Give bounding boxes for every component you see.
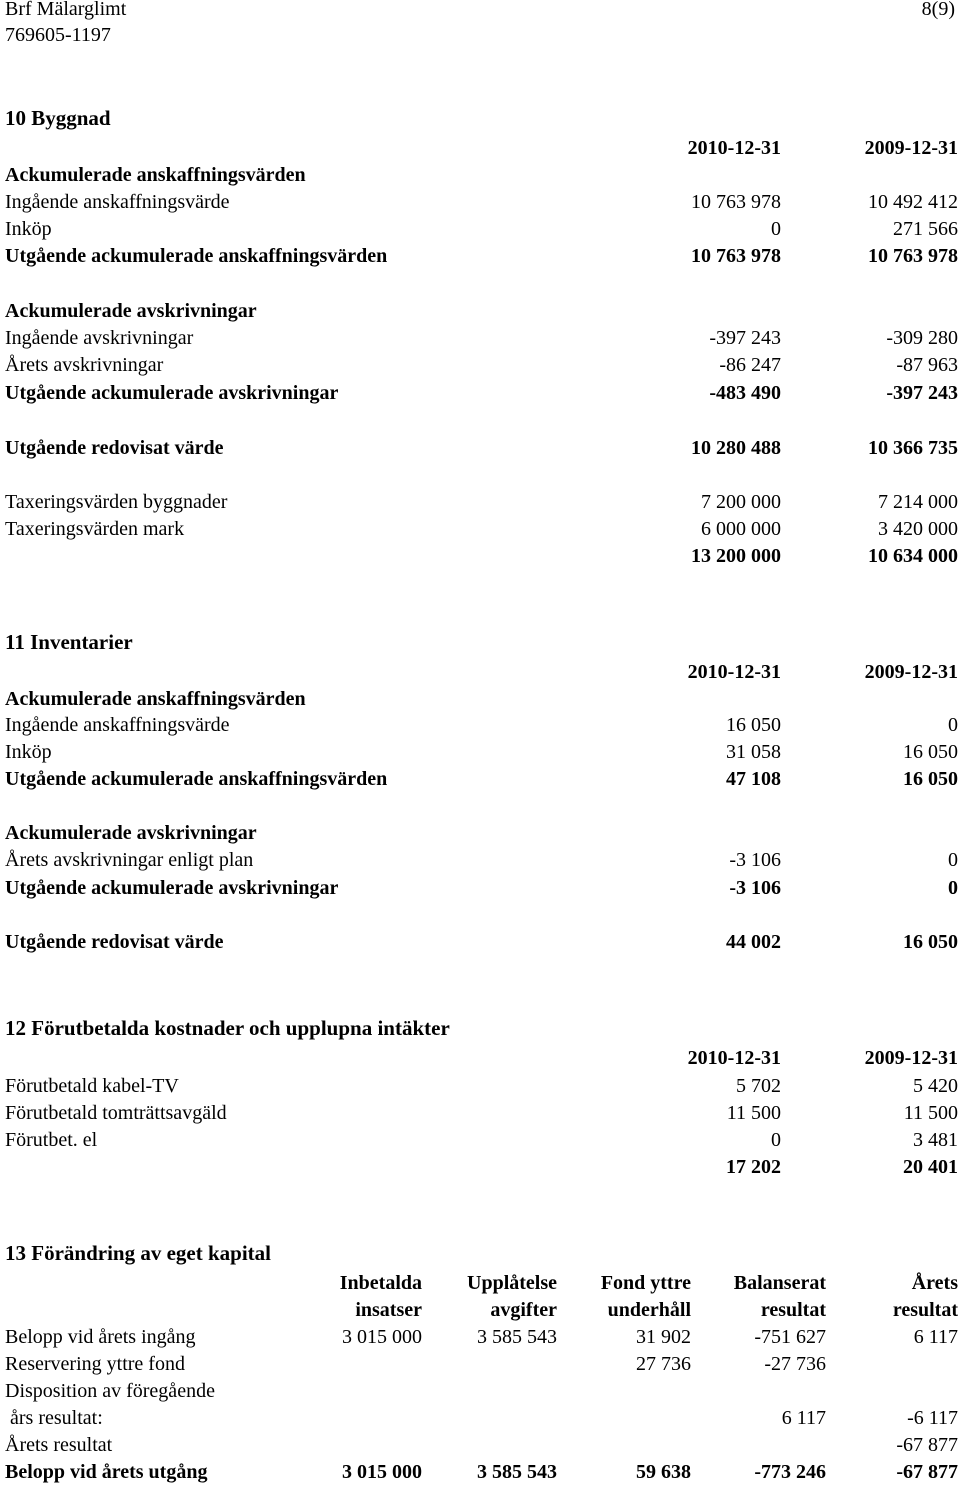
value-2010: -3 106	[729, 849, 781, 871]
table-row	[5, 712, 960, 738]
value-2010: 13 200 000	[691, 545, 781, 567]
row-label: Utgående ackumulerade avskrivningar	[5, 382, 339, 404]
equity-value: 3 585 543	[477, 1461, 557, 1483]
equity-col-header: resultat	[892, 1299, 958, 1321]
value-2009: 7 214 000	[878, 491, 958, 513]
table-row	[5, 243, 960, 269]
table-row	[5, 435, 960, 461]
equity-value: -773 246	[754, 1461, 826, 1483]
equity-value: 3 585 543	[477, 1326, 557, 1348]
table-row	[5, 1127, 960, 1153]
value-2009: 5 420	[913, 1075, 958, 1097]
equity-header-row	[5, 1297, 960, 1323]
equity-value: -27 736	[764, 1353, 826, 1375]
row-label: Belopp vid årets ingång	[5, 1326, 196, 1348]
equity-row	[5, 1405, 960, 1431]
row-label: Belopp vid årets utgång	[5, 1461, 208, 1483]
col-2009: 2009-12-31	[864, 661, 958, 683]
equity-value: 59 638	[636, 1461, 691, 1483]
table-row	[5, 847, 960, 873]
table-row	[5, 352, 960, 378]
row-label: Ingående avskrivningar	[5, 327, 194, 349]
table-row	[5, 686, 960, 712]
value-2009: 3 420 000	[878, 518, 958, 540]
org-number: 769605-1197	[5, 24, 111, 46]
table-row	[5, 298, 960, 324]
table-row	[5, 325, 960, 351]
row-label: Ingående anskaffningsvärde	[5, 191, 230, 213]
row-label: Utgående ackumulerade avskrivningar	[5, 877, 339, 899]
row-label: Utgående redovisat värde	[5, 437, 224, 459]
value-2010: 10 763 978	[691, 191, 781, 213]
table-row	[5, 739, 960, 765]
equity-row	[5, 1432, 960, 1458]
table-row	[5, 1154, 960, 1180]
equity-col-header: Balanserat	[733, 1272, 826, 1294]
value-2010: 5 702	[736, 1075, 781, 1097]
value-2010: 0	[771, 1129, 781, 1151]
value-2010: 44 002	[726, 931, 781, 953]
row-label: års resultat:	[5, 1407, 103, 1429]
row-label: Utgående redovisat värde	[5, 931, 224, 953]
col-2009: 2009-12-31	[864, 1047, 958, 1069]
table-row	[5, 1100, 960, 1126]
row-label: Taxeringsvärden byggnader	[5, 491, 228, 513]
value-2010: -3 106	[729, 877, 781, 899]
value-2009: 0	[948, 877, 958, 899]
equity-value: 6 117	[913, 1326, 958, 1348]
table-row	[5, 1073, 960, 1099]
page-number: 8(9)	[921, 0, 955, 20]
table-row	[5, 543, 960, 569]
value-2010: 0	[771, 218, 781, 240]
value-2010: 31 058	[726, 741, 781, 763]
table-row	[5, 766, 960, 792]
value-2009: 16 050	[903, 931, 958, 953]
equity-row	[5, 1324, 960, 1350]
row-label: Årets avskrivningar	[5, 354, 164, 376]
row-label: Inköp	[5, 741, 52, 763]
table-row	[5, 820, 960, 846]
equity-row	[5, 1378, 960, 1404]
value-2010: -483 490	[709, 382, 781, 404]
note-10-title: 10 Byggnad	[5, 106, 111, 130]
value-2010: -86 247	[719, 354, 781, 376]
equity-row	[5, 1351, 960, 1377]
value-2009: 0	[948, 714, 958, 736]
equity-value: -751 627	[754, 1326, 826, 1348]
value-2010: 6 000 000	[701, 518, 781, 540]
value-2010: 16 050	[726, 714, 781, 736]
row-label: Förutbetald kabel-TV	[5, 1075, 179, 1097]
value-2010: 47 108	[726, 768, 781, 790]
table-row	[5, 516, 960, 542]
note-13-title: 13 Förändring av eget kapital	[5, 1241, 271, 1265]
value-2009: 10 634 000	[868, 545, 958, 567]
row-label: Utgående ackumulerade anskaffningsvärden	[5, 245, 388, 267]
value-2009: -309 280	[886, 327, 958, 349]
table-row	[5, 489, 960, 515]
equity-col-header: Fond yttre	[600, 1272, 691, 1294]
value-2009: 16 050	[903, 768, 958, 790]
row-label: Utgående ackumulerade anskaffningsvärden	[5, 768, 388, 790]
value-2010: 10 763 978	[691, 245, 781, 267]
table-row	[5, 162, 960, 188]
value-2009: 271 566	[893, 218, 958, 240]
equity-col-header: resultat	[760, 1299, 826, 1321]
col-2010: 2010-12-31	[687, 661, 781, 683]
row-label: Disposition av föregående	[5, 1380, 215, 1402]
value-2009: 10 763 978	[868, 245, 958, 267]
note-11-title: 11 Inventarier	[5, 630, 133, 654]
note-11-col-headers	[5, 659, 960, 685]
equity-value: -6 117	[907, 1407, 958, 1429]
row-label: Inköp	[5, 218, 52, 240]
row-label: Ackumulerade avskrivningar	[5, 300, 257, 322]
note-12-col-headers	[5, 1045, 960, 1071]
row-label: Ackumulerade anskaffningsvärden	[5, 688, 306, 710]
value-2009: 20 401	[903, 1156, 958, 1178]
row-label: Förutbetald tomträttsavgäld	[5, 1102, 227, 1124]
value-2009: -397 243	[886, 382, 958, 404]
equity-value: 3 015 000	[342, 1326, 422, 1348]
table-row	[5, 380, 960, 406]
value-2009: 16 050	[903, 741, 958, 763]
equity-value: 27 736	[636, 1353, 691, 1375]
row-label: Reservering yttre fond	[5, 1353, 185, 1375]
equity-col-header: avgifter	[490, 1299, 557, 1321]
value-2010: 10 280 488	[691, 437, 781, 459]
table-row	[5, 189, 960, 215]
equity-col-header: underhåll	[607, 1299, 691, 1321]
value-2009: -87 963	[896, 354, 958, 376]
equity-value: 3 015 000	[342, 1461, 422, 1483]
company-name: Brf Mälarglimt	[5, 0, 127, 20]
equity-col-header: Årets	[911, 1272, 958, 1294]
note-12-title: 12 Förutbetalda kostnader och upplupna intäkter	[5, 1016, 450, 1040]
row-label: Ackumulerade anskaffningsvärden	[5, 164, 306, 186]
equity-row	[5, 1459, 960, 1485]
note-10-col-headers	[5, 135, 960, 161]
equity-value: -67 877	[896, 1434, 958, 1456]
col-2010: 2010-12-31	[687, 137, 781, 159]
value-2009: 10 366 735	[868, 437, 958, 459]
value-2010: 7 200 000	[701, 491, 781, 513]
equity-value: -67 877	[896, 1461, 958, 1483]
value-2010: -397 243	[709, 327, 781, 349]
row-label: Ackumulerade avskrivningar	[5, 822, 257, 844]
table-row	[5, 216, 960, 242]
row-label: Årets avskrivningar enligt plan	[5, 849, 254, 871]
table-row	[5, 875, 960, 901]
value-2010: 11 500	[726, 1102, 781, 1124]
value-2009: 11 500	[903, 1102, 958, 1124]
row-label: Ingående anskaffningsvärde	[5, 714, 230, 736]
row-label: Årets resultat	[5, 1434, 113, 1456]
equity-value: 31 902	[636, 1326, 691, 1348]
row-label: Taxeringsvärden mark	[5, 518, 185, 540]
value-2009: 0	[948, 849, 958, 871]
col-2009: 2009-12-31	[864, 137, 958, 159]
equity-header-row	[5, 1270, 960, 1296]
value-2009: 10 492 412	[868, 191, 958, 213]
equity-value: 6 117	[781, 1407, 826, 1429]
equity-col-header: Inbetalda	[339, 1272, 422, 1294]
value-2009: 3 481	[913, 1129, 958, 1151]
equity-col-header: Upplåtelse	[467, 1272, 557, 1294]
equity-col-header: insatser	[355, 1299, 422, 1321]
table-row	[5, 929, 960, 955]
row-label: Förutbet. el	[5, 1129, 98, 1151]
col-2010: 2010-12-31	[687, 1047, 781, 1069]
value-2010: 17 202	[726, 1156, 781, 1178]
